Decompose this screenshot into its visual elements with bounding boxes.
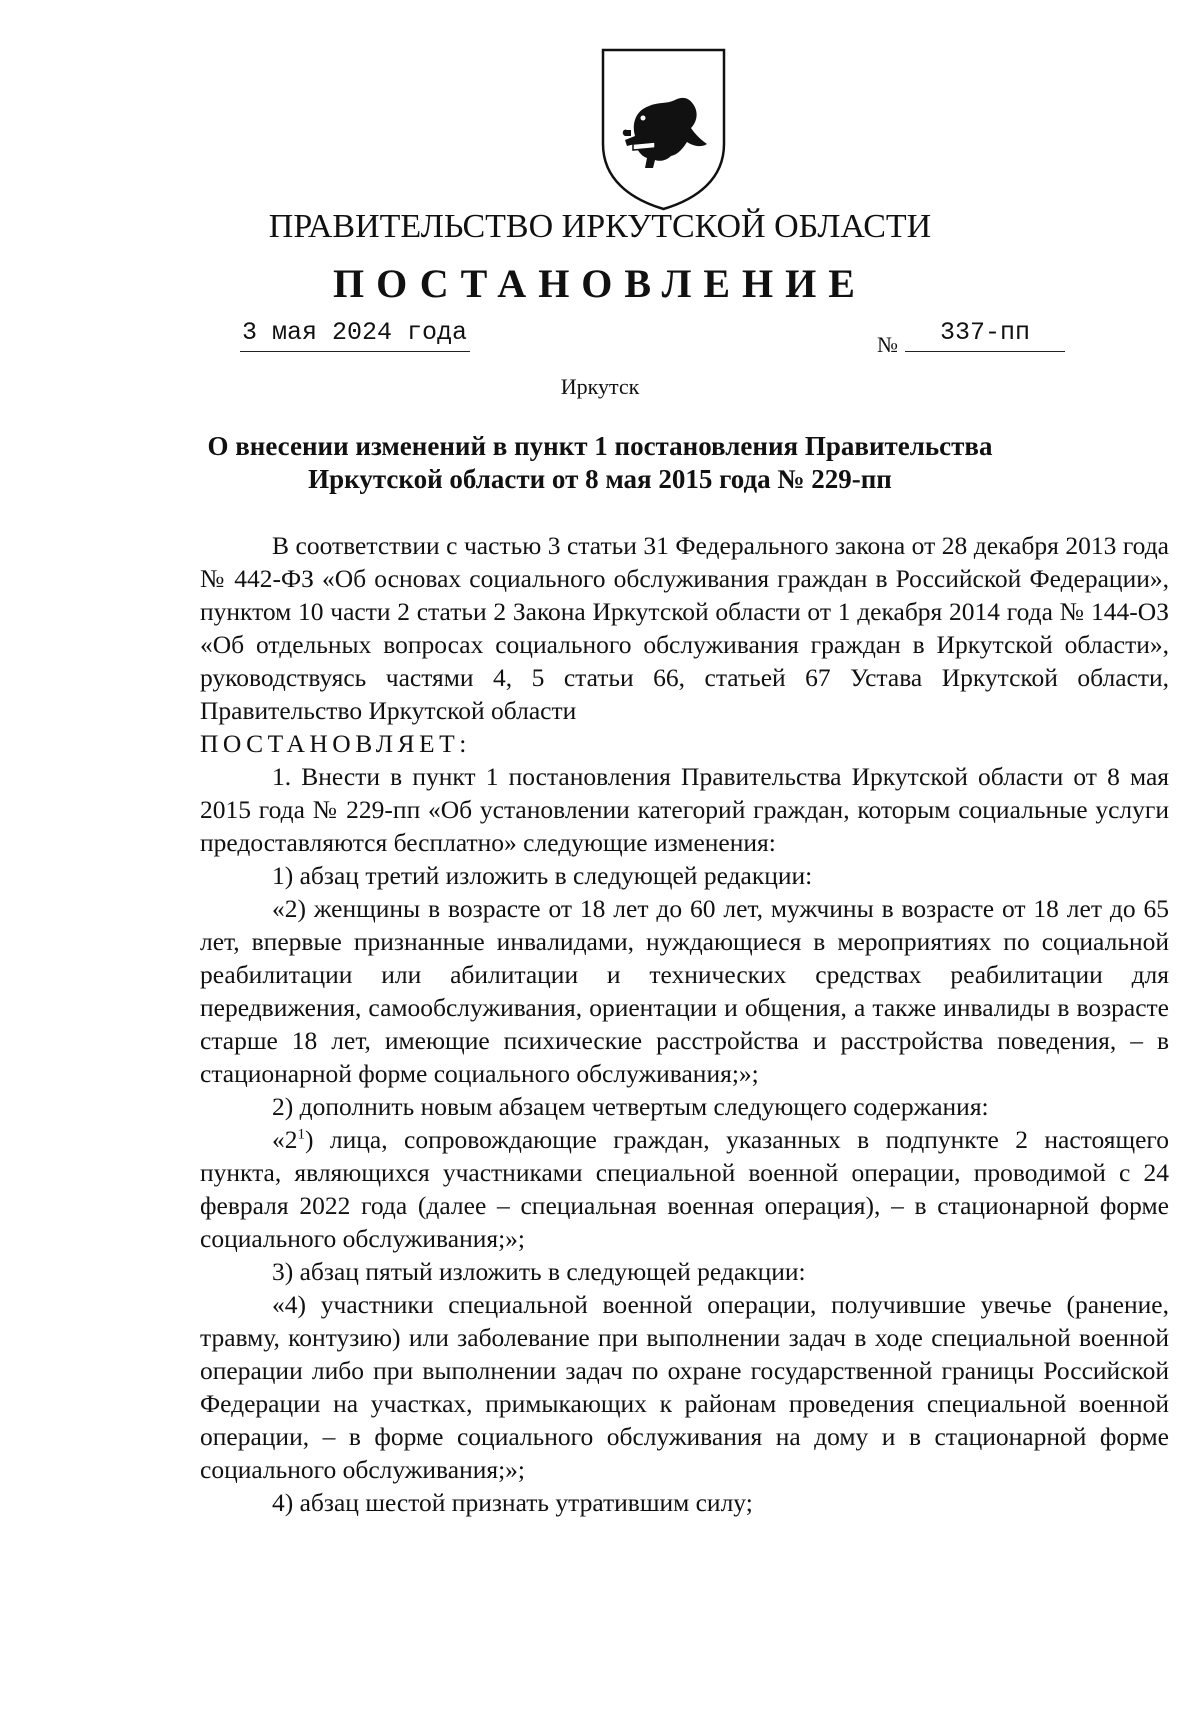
government-name: ПРАВИТЕЛЬСТВО ИРКУТСКОЙ ОБЛАСТИ: [268, 208, 932, 245]
document-subject: [200, 430, 1000, 496]
document-type: ПОСТАНОВЛЕНИЕ: [333, 261, 867, 306]
subitem-1-paragraph: 1) абзац третий изложить в следующей редакции:: [272, 861, 813, 890]
quote-3-paragraph: «4) участники специальной военной операции, получившие увечье (ранение, травму, контузию) или заболевание при выполнении задач в ходе специальной военной операции либо при выполнении задач по охране государственной границы Российской Федерации на участках, примыкающих к районам проведения специальной военной операции, – в форме социального обслуживания на дому и в стационарной форме социального обслуживания;»;: [200, 1290, 1169, 1484]
number-label: №: [877, 332, 898, 357]
quote-2-paragraph: [200, 1123, 1169, 1255]
decree-word: ПОСТАНОВЛЯЕТ:: [200, 729, 471, 758]
document-body: [200, 529, 1169, 1519]
preamble-paragraph: В соответствии с частью 3 статьи 31 Федерального закона от 28 декабря 2013 года № 442-ФЗ «Об основах социального обслуживания граждан в Российской Федерации», пунктом 10 части 2 статьи 2 Закона Иркутской области от 1 декабря 2014 года № 144-ОЗ «Об отдельных вопросах социального обслуживания граждан в Иркутской области», руководствуясь частями 4, 5 статьи 66, статьей 67 Устава Иркутской области, Правительство Иркутской области: [200, 531, 1169, 725]
city-name: Иркутск: [560, 374, 640, 399]
subject-line-1: О внесении изменений в пункт 1 постановления Правительства: [207, 431, 993, 461]
quote-1-paragraph: «2) женщины в возрасте от 18 лет до 60 лет, мужчины в возрасте от 18 лет до 65 лет, впервые признанные инвалидами, нуждающиеся в мероприятиях по социальной реабилитации или абилитации и технических средствах реабилитации для передвижения, самообслуживания, ориентации и общения, а также инвалиды в возрасте старше 18 лет, имеющие психические расстройства и расстройства поведения, – в стационарной форме социального обслуживания;»;: [200, 894, 1169, 1088]
document-date: 3 мая 2024 года: [240, 318, 470, 352]
item-1-paragraph: 1. Внести в пункт 1 постановления Правительства Иркутской области от 8 мая 2015 года № 229-пп «Об установлении категорий граждан, которым социальные услуги предоставляются бесплатно» следующие изменения:: [200, 762, 1169, 857]
subitem-4-paragraph: 4) абзац шестой признать утратившим силу;: [272, 1488, 753, 1517]
subject-line-2: Иркутской области от 8 мая 2015 года № 229-пп: [308, 464, 892, 494]
subitem-3-paragraph: 3) абзац пятый изложить в следующей редакции:: [272, 1257, 806, 1286]
document-number: 337-пп: [905, 318, 1065, 352]
subitem-2-paragraph: 2) дополнить новым абзацем четвертым следующего содержания:: [272, 1092, 989, 1121]
quote-2-rest: ) лица, сопровождающие граждан, указанных в подпункте 2 настоящего пункта, являющихся участниками специальной военной операции, проводимой с 24 февраля 2022 года (далее – специальная военная операция), – в стационарной форме социального обслуживания;»;: [200, 1125, 1169, 1253]
quote-2-prefix: «2: [272, 1125, 298, 1154]
quote-2-superscript: 1: [297, 1126, 305, 1143]
irkutsk-babr-coat-of-arms-icon: [597, 44, 730, 214]
